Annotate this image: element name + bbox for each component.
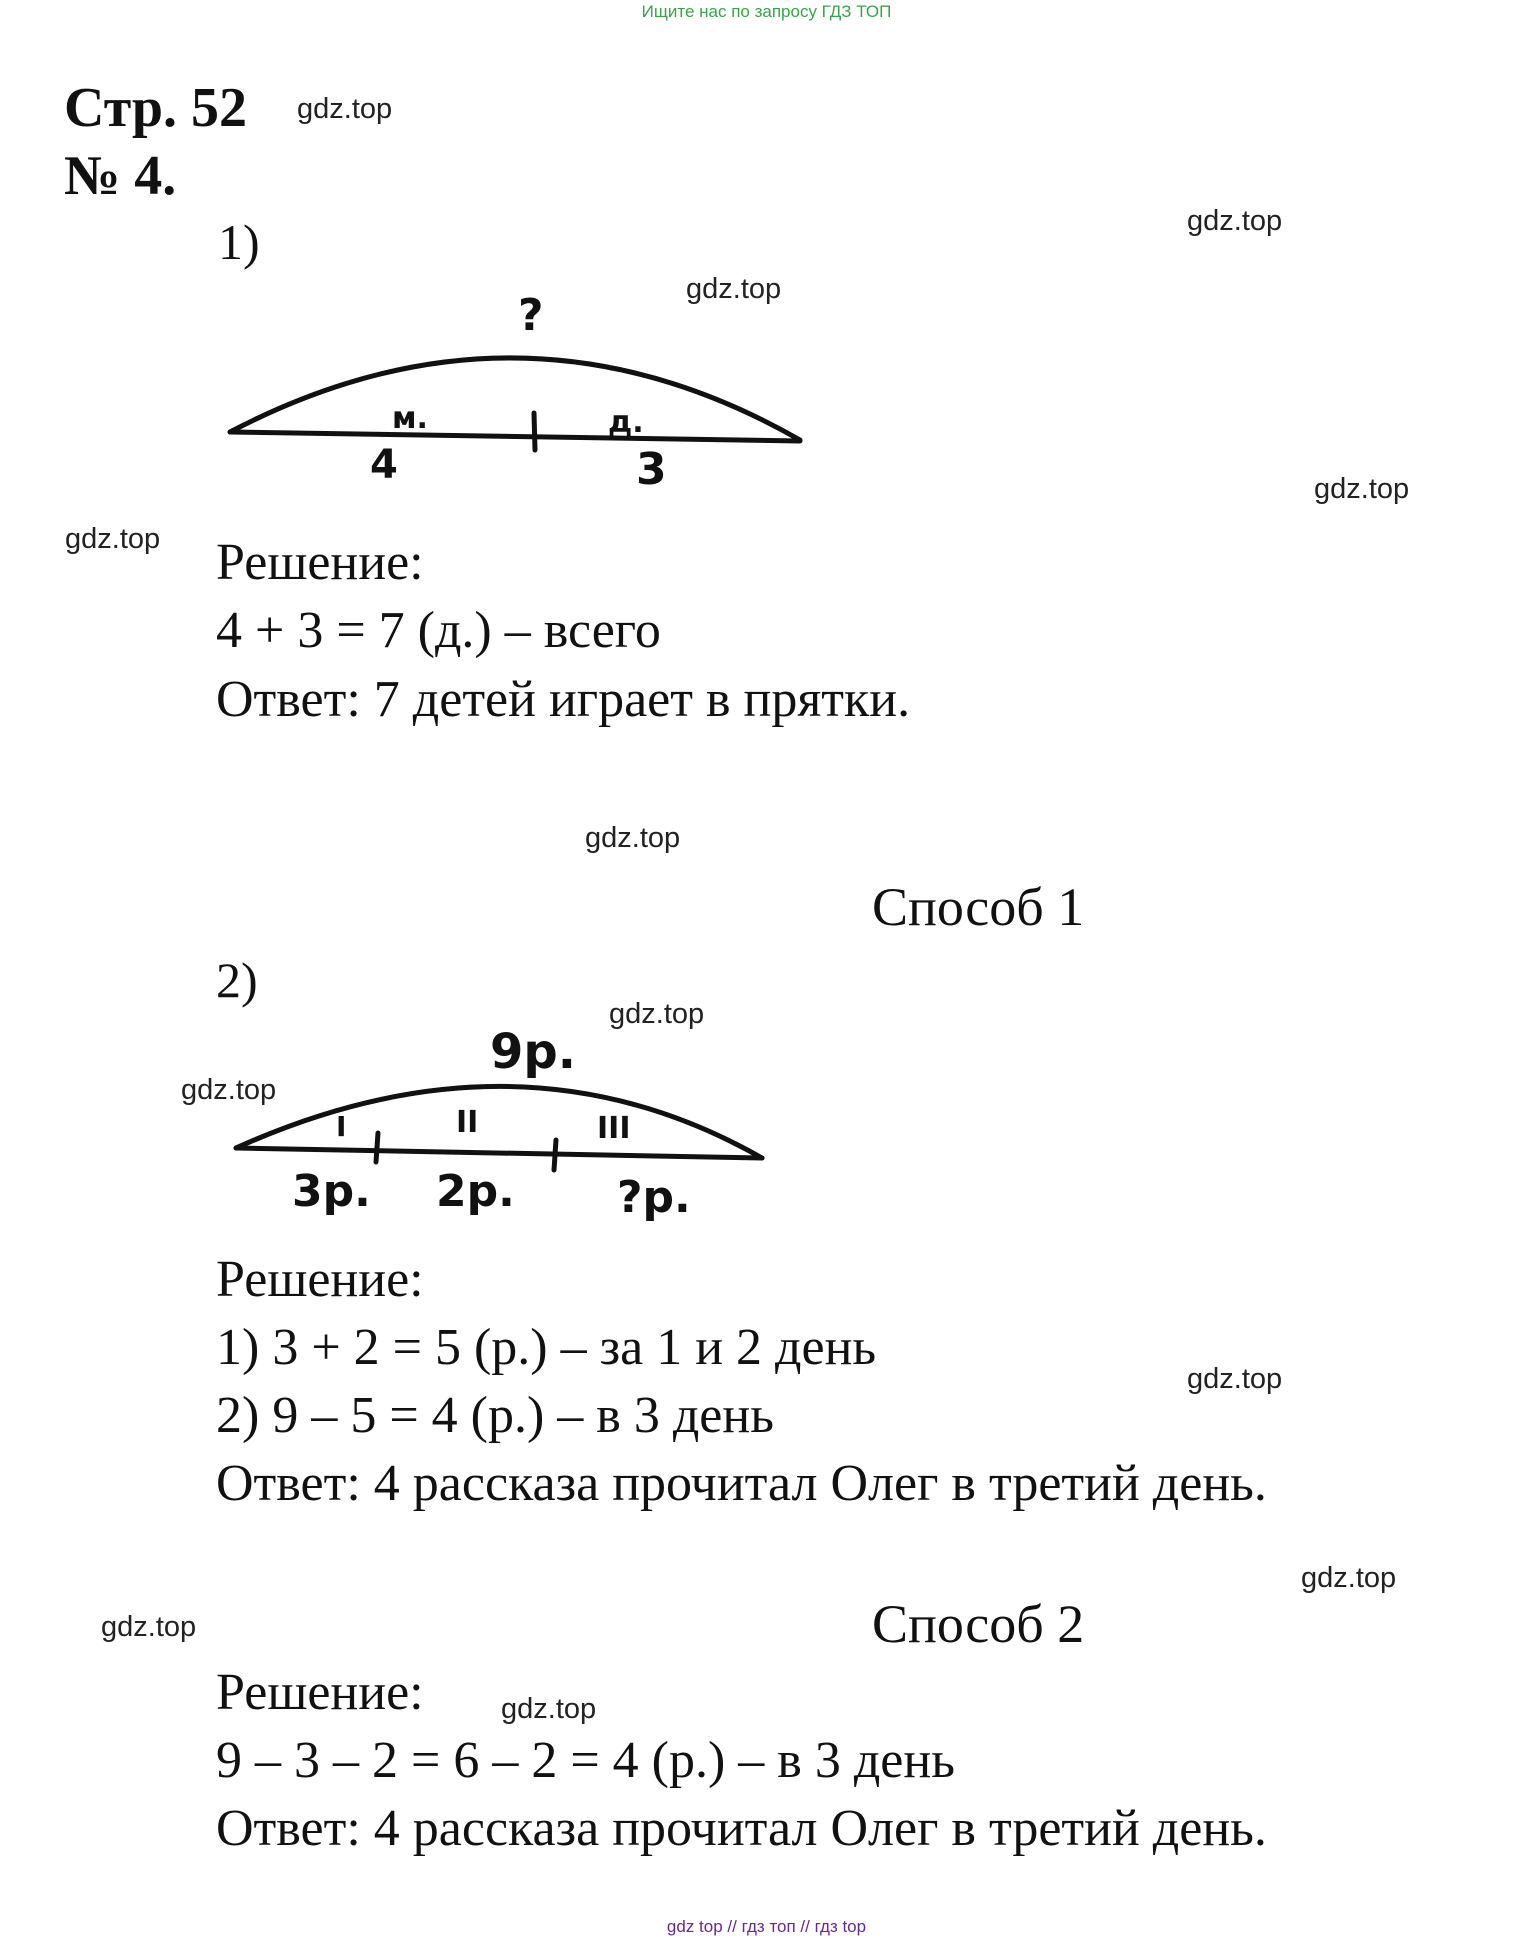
page-title: Стр. 52 [64,77,248,139]
segment-3-top-label: III [597,1111,631,1146]
method-1-heading: Способ 1 [872,877,1085,937]
watermark: gdz.top [65,523,161,555]
watermark: gdz.top [1314,473,1410,505]
method-2-answer: Ответ: 4 рассказа прочитал Олег в третий день. [216,1800,1267,1857]
watermark: gdz.top [101,1611,197,1643]
total-label: 9р. [490,1024,576,1080]
watermark: gdz.top [1187,205,1283,237]
top-banner[interactable]: Ищите нас по запросу ГДЗ ТОП [641,2,892,21]
method-2-solution-heading: Решение: [216,1664,424,1721]
segment-divider-2 [554,1140,556,1170]
part-2-step-2: 2) 9 – 5 = 4 (р.) – в 3 день [216,1387,774,1444]
watermark: gdz.top [501,1693,597,1725]
right-segment-bottom-label: 3 [636,444,667,495]
segment-1-bottom-label: 3р. [292,1166,371,1217]
total-label: ? [518,290,544,341]
segment-2-bottom-label: 2р. [436,1166,515,1217]
part-1-solution-heading: Решение: [216,534,424,591]
segment-3-bottom-label: ?р. [617,1172,691,1223]
watermark: gdz.top [181,1074,277,1106]
right-segment-top-label: д. [608,405,644,440]
watermark: gdz.top [1187,1363,1283,1395]
part-1-step-1: 4 + 3 = 7 (д.) – всего [216,602,661,659]
method-2-step-1: 9 – 3 – 2 = 6 – 2 = 4 (р.) – в 3 день [216,1732,955,1789]
segment-2-top-label: II [456,1105,479,1140]
part-2-step-1: 1) 3 + 2 = 5 (р.) – за 1 и 2 день [216,1319,877,1376]
part-2-answer: Ответ: 4 рассказа прочитал Олег в третий день. [216,1455,1267,1512]
part-1-answer: Ответ: 7 детей играет в прятки. [216,671,911,728]
watermark: gdz.top [609,998,705,1030]
watermark: gdz.top [1301,1562,1397,1594]
left-segment-bottom-label: 4 [370,442,398,488]
part-2-solution-heading: Решение: [216,1251,424,1308]
segment-1-top-label: I [336,1110,347,1143]
method-2-heading: Способ 2 [872,1594,1085,1654]
segment-line [236,1148,762,1158]
task-number: № 4. [64,145,177,207]
watermark: gdz.top [585,822,681,854]
watermark: gdz.top [686,273,782,305]
left-segment-top-label: м. [392,401,428,436]
segment-divider-1 [376,1133,378,1162]
part-2-label: 2) [216,952,258,1008]
footer-links[interactable]: gdz top // гдз топ // гдз top [666,1917,867,1936]
watermark: gdz.top [297,93,393,125]
part-1-label: 1) [218,214,260,270]
